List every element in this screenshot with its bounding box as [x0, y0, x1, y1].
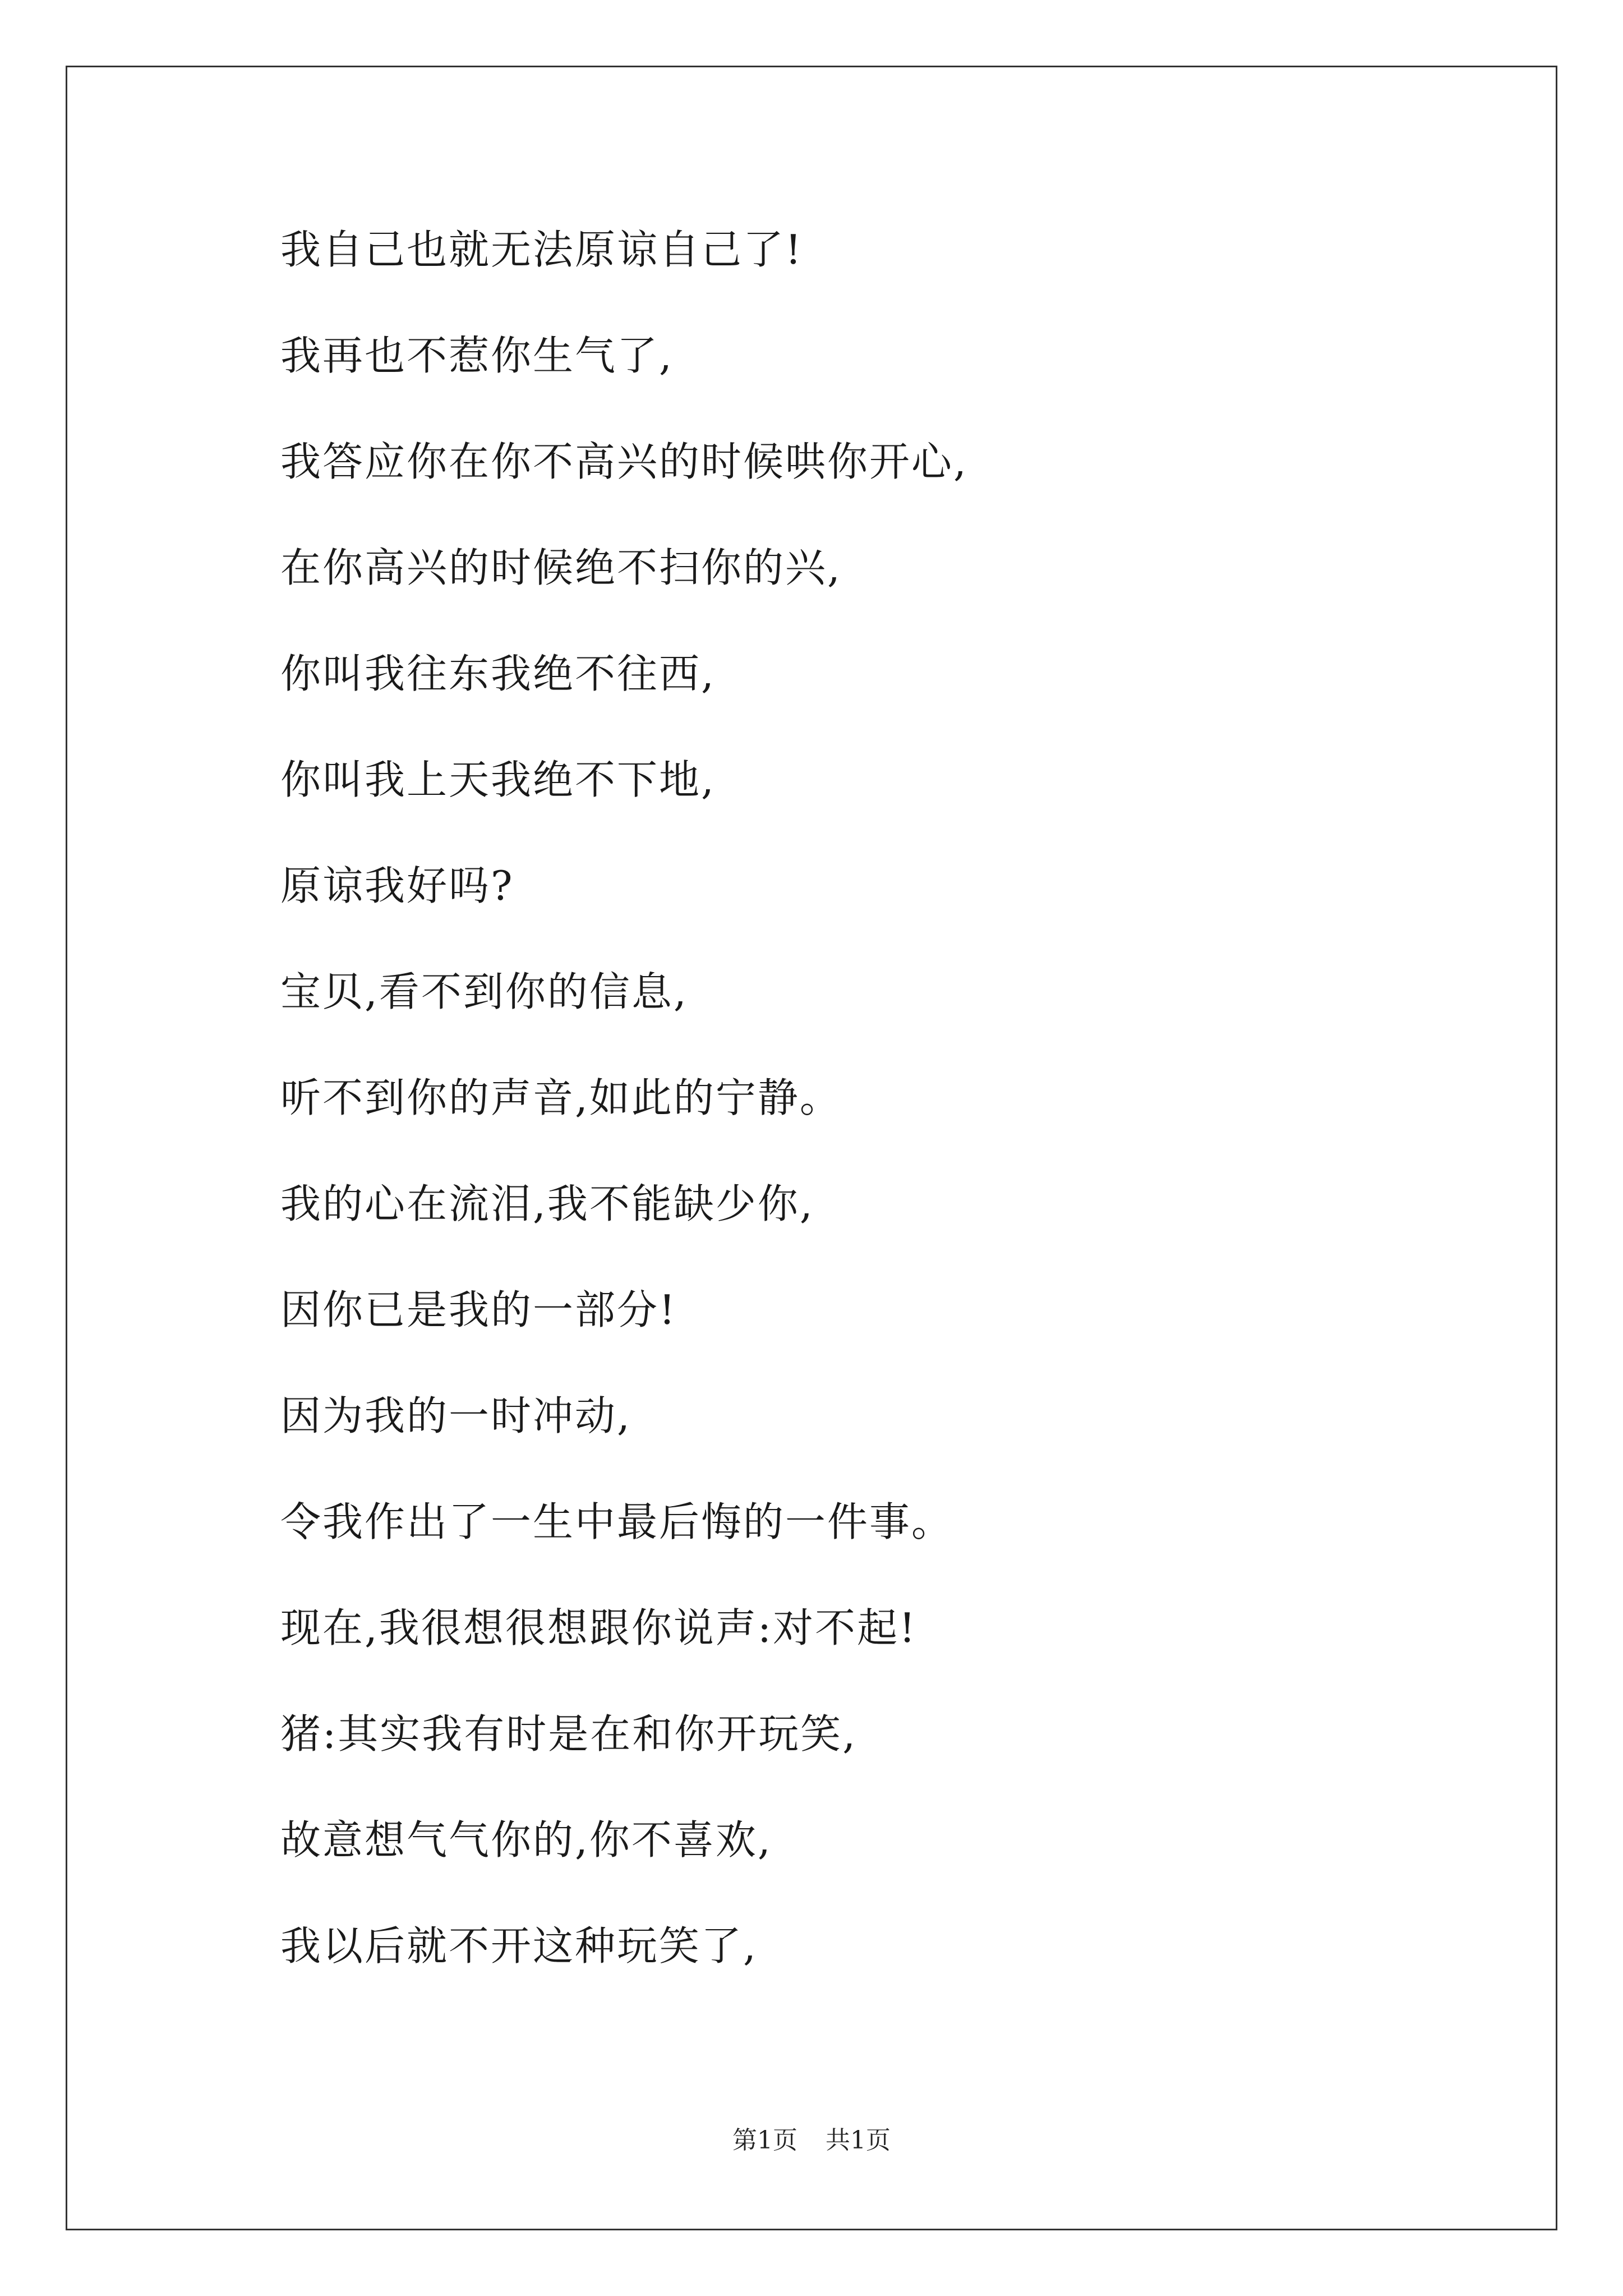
text-line: 猪:其实我有时是在和你开玩笑,	[280, 1710, 857, 1757]
text-line: 故意想气气你的,你不喜欢,	[280, 1816, 772, 1864]
text-line: 宝贝,看不到你的信息,	[280, 968, 688, 1015]
text-line: 我自己也就无法原谅自己了!	[280, 226, 803, 273]
text-line: 令我作出了一生中最后悔的一件事。	[280, 1498, 954, 1545]
text-line: 听不到你的声音,如此的宁静。	[280, 1074, 842, 1121]
text-line: 现在,我很想很想跟你说声:对不起!	[280, 1604, 917, 1651]
text-line: 我的心在流泪,我不能缺少你,	[280, 1180, 814, 1227]
text-line: 原谅我好吗?	[280, 862, 514, 909]
text-line: 你叫我往东我绝不往西,	[280, 650, 716, 697]
text-line: 因你已是我的一部分!	[280, 1286, 677, 1333]
text-line: 你叫我上天我绝不下地,	[280, 756, 716, 803]
text-line: 我再也不惹你生气了,	[280, 332, 674, 379]
text-line: 在你高兴的时候绝不扫你的兴,	[280, 544, 842, 591]
text-line: 我答应你在你不高兴的时候哄你开心,	[280, 438, 968, 485]
page-number-current: 第1页	[732, 2126, 797, 2155]
text-line: 因为我的一时冲动,	[280, 1392, 631, 1439]
page-footer	[0, 2125, 1623, 2156]
page-number-total: 共1页	[826, 2126, 891, 2155]
text-line: 我以后就不开这种玩笑了,	[280, 1922, 758, 1970]
page-border	[66, 66, 1557, 2230]
